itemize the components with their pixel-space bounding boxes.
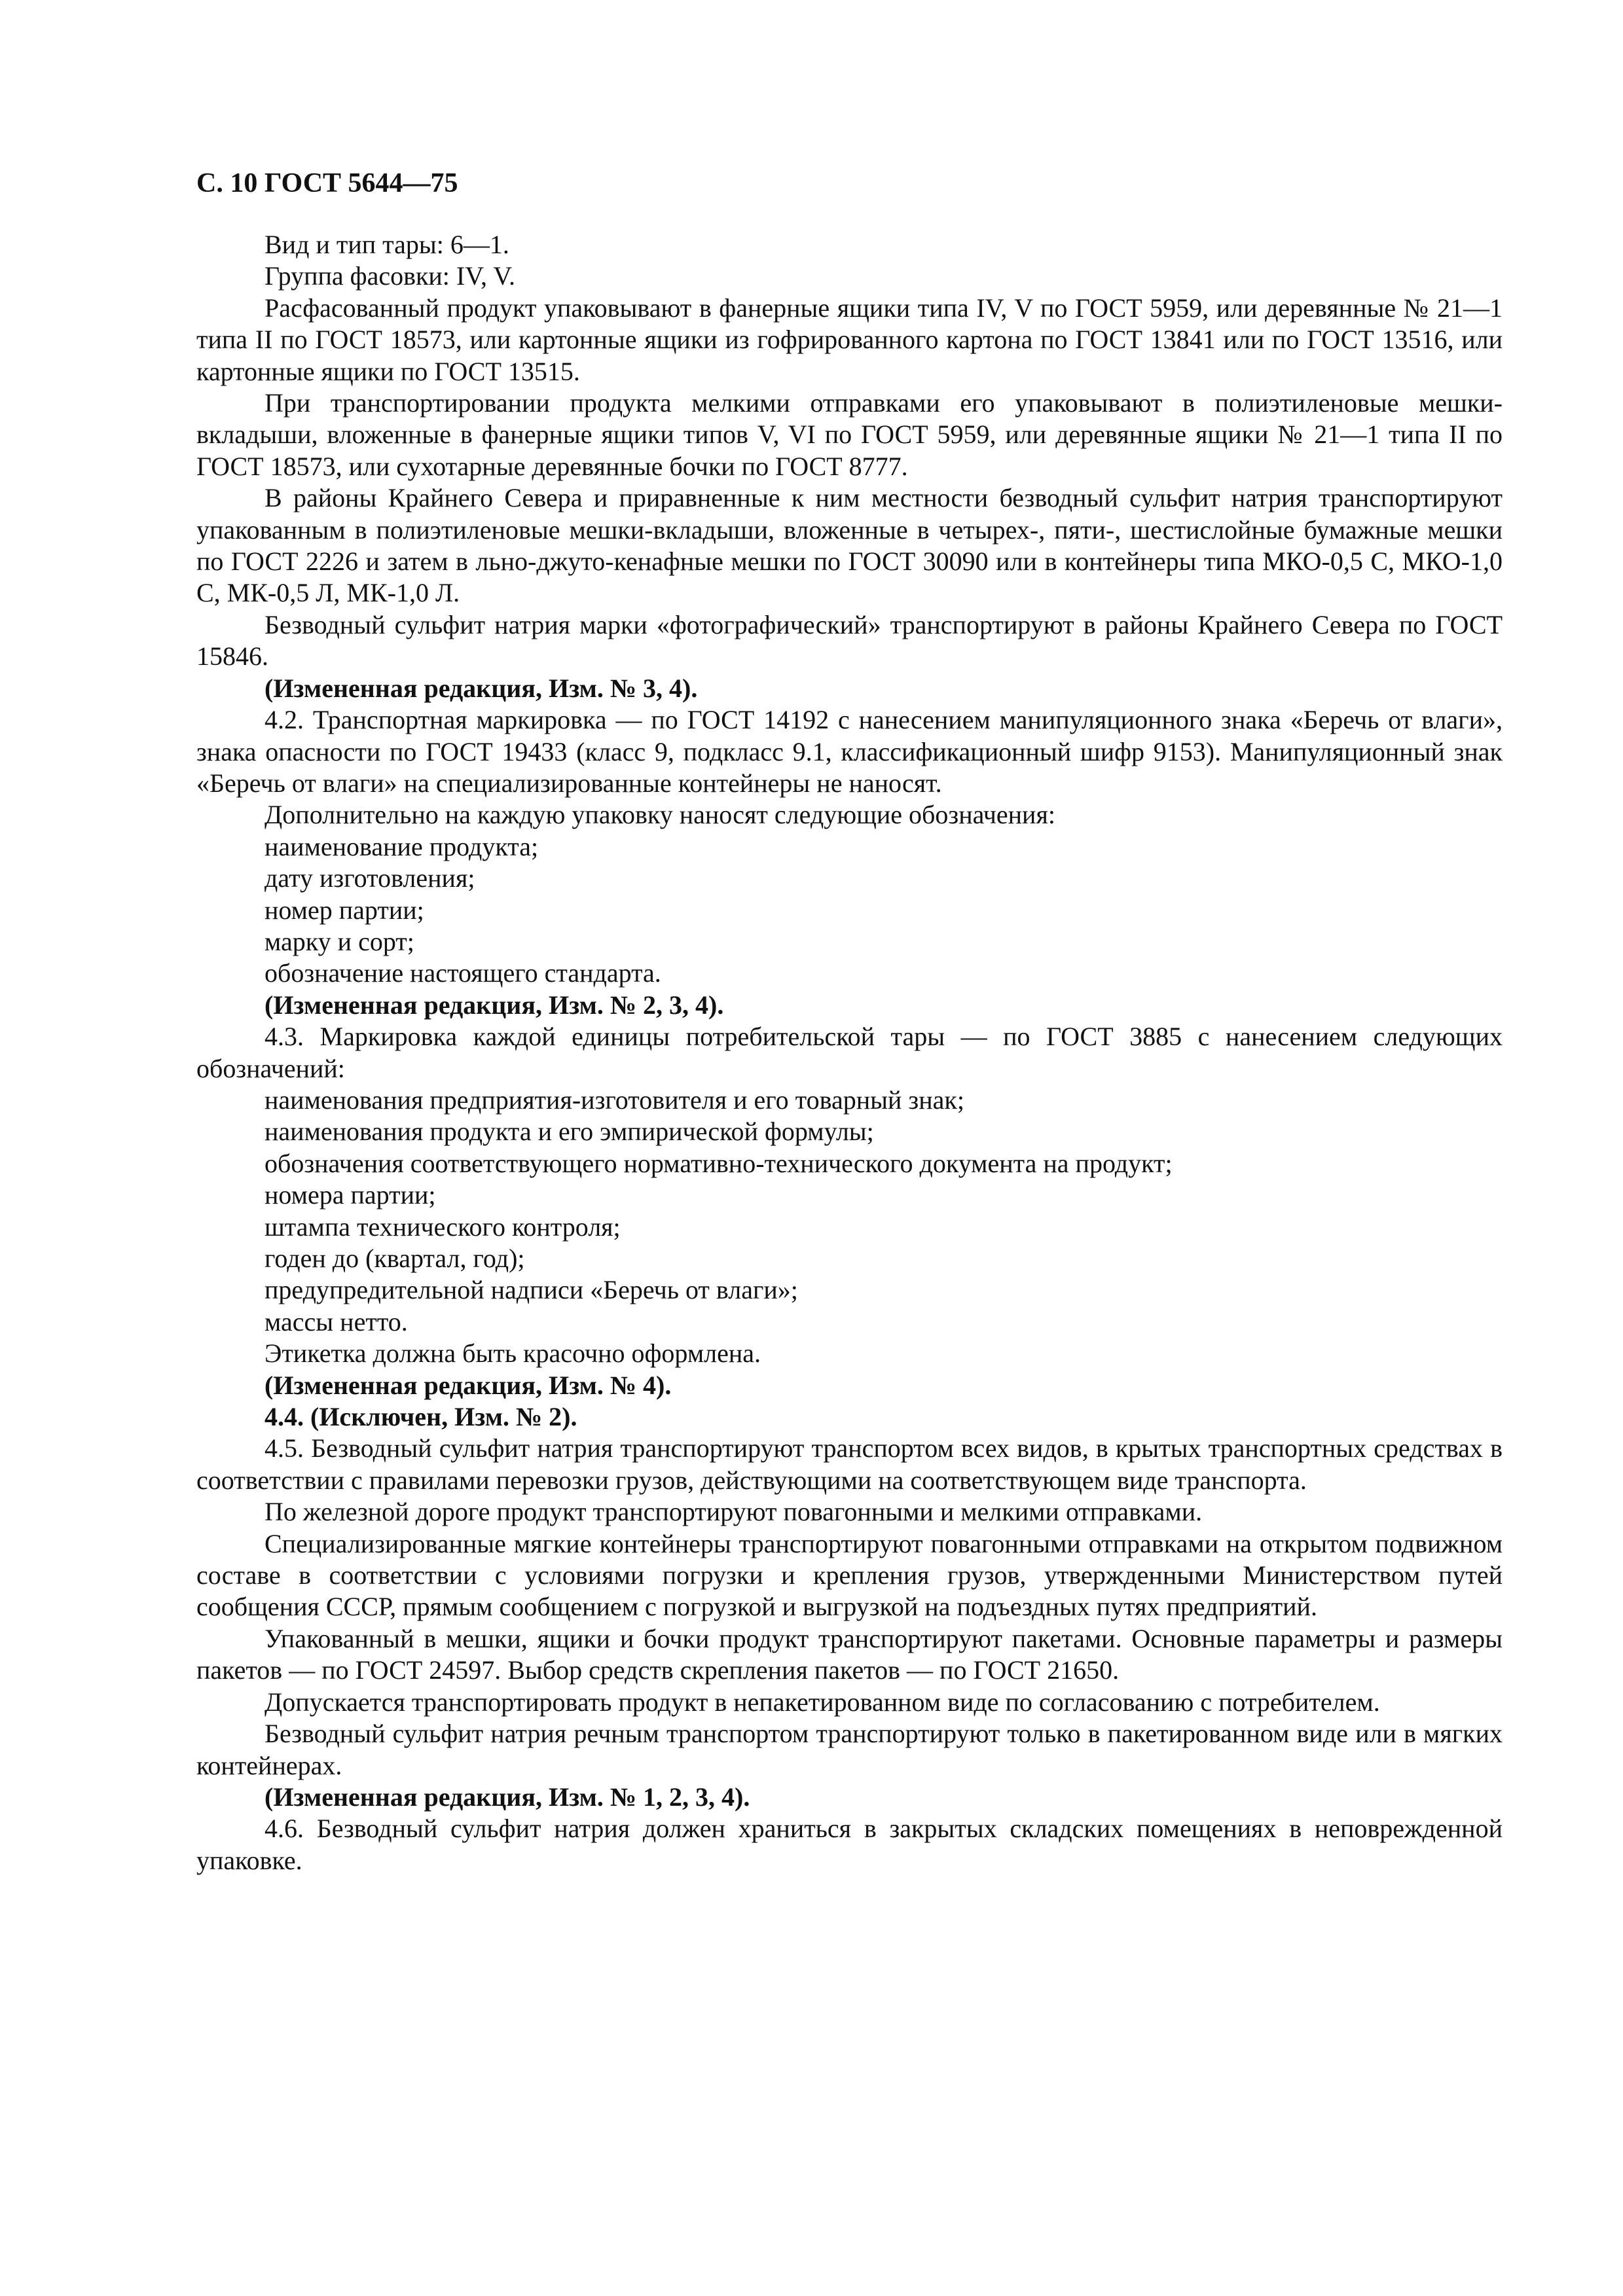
paragraph: 4.2. Транспортная маркировка — по ГОСТ 14192 с нанесением манипуляционного знака «Беречь от влаги», знака опасности по ГОСТ 19433 (класс 9, подкласс 9.1, классификационный шифр 9153). Манипуляционный знак «Беречь от влаги» на специализированные контейнеры не наносят. [196, 705, 1503, 798]
list-item: предупредительной надписи «Беречь от влаги»; [264, 1275, 798, 1305]
section-transport-storage [196, 1370, 1503, 1877]
paragraph: Расфасованный продукт упаковывают в фанерные ящики типа IV, V по ГОСТ 5959, или деревянные № 21—1 типа II по ГОСТ 18573, или картонные ящики из гофрированного картона по ГОСТ 13841 или по ГОСТ 13516, или картонные ящики по ГОСТ 13515. [196, 293, 1503, 386]
paragraph: 4.5. Безводный сульфит натрия транспортируют транспортом всех видов, в крытых транспортных средствах в соответствии с правилами перевозки грузов, действующими на соответствующем виде транспорта. [196, 1433, 1503, 1495]
section-packaging [196, 229, 1503, 831]
list-item: номера партии; [264, 1180, 436, 1210]
list-item: наименования предприятия-изготовителя и его товарный знак; [264, 1085, 964, 1115]
amendment-note: (Измененная редакция, Изм. № 4). [264, 1370, 672, 1400]
list-item: массы нетто. [264, 1306, 408, 1336]
paragraph: Безводный сульфит натрия марки «фотографический» транспортируют в районы Крайнего Севера по ГОСТ 15846. [196, 609, 1503, 672]
list-item: обозначения соответствующего нормативно-технического документа на продукт; [264, 1148, 1173, 1178]
paragraph: Вид и тип тары: 6—1. [264, 230, 509, 259]
list-item: обозначение настоящего стандарта. [264, 958, 661, 988]
amendment-note: (Измененная редакция, Изм. № 1, 2, 3, 4). [264, 1782, 750, 1812]
section-consumer-marking [196, 990, 1503, 1085]
paragraph: 4.6. Безводный сульфит натрия должен храниться в закрытых складских помещениях в неповрежденной упаковке. [196, 1814, 1503, 1875]
paragraph: В районы Крайнего Севера и приравненные к ним местности безводный сульфит натрия транспортируют упакованным в полиэтиленовые мешки-вкладыши, вложенные в четырех-, пяти-, шестислойные бумажные мешки по ГОСТ 2226 и затем в льно-джуто-кенафные мешки по ГОСТ 30090 или в контейнеры типа МКО-0,5 С, МКО-1,0 С, МК-0,5 Л, МК-1,0 Л. [196, 483, 1503, 608]
list-item: наименование продукта; [264, 831, 539, 861]
document-body [196, 229, 1503, 1876]
paragraph: Безводный сульфит натрия речным транспортом транспортируют только в пакетированном виде или в мягких контейнерах. [196, 1719, 1503, 1780]
amendment-note: (Измененная редакция, Изм. № 3, 4). [264, 673, 698, 703]
amendment-note: 4.4. (Исключен, Изм. № 2). [264, 1402, 577, 1432]
paragraph: Допускается транспортировать продукт в непакетированном виде по согласованию с потребителем. [264, 1687, 1380, 1717]
amendment-note: (Измененная редакция, Изм. № 2, 3, 4). [264, 990, 724, 1020]
marking-list [196, 831, 1503, 990]
list-item: штампа технического контроля; [264, 1211, 621, 1242]
list-item: марку и сорт; [264, 926, 414, 956]
paragraph: 4.3. Маркировка каждой единицы потребительской тары — по ГОСТ 3885 с нанесением следующих обозначений: [196, 1022, 1503, 1083]
list-item: наименования продукта и его эмпирической формулы; [264, 1117, 874, 1147]
list-item: годен до (квартал, год); [264, 1244, 525, 1273]
list-item: дату изготовления; [264, 863, 475, 893]
page-header: С. 10 ГОСТ 5644—75 [196, 168, 458, 198]
list-item: Этикетка должна быть красочно оформлена. [264, 1338, 761, 1369]
consumer-marking-list [196, 1085, 1503, 1370]
paragraph: Специализированные мягкие контейнеры транспортируют повагонными отправками на открытом подвижном составе в соответствии с условиями погрузки и крепления грузов, утвержденными Министерством путей сообщения СССР, прямым сообщением с погрузкой и выгрузкой на подъездных путях предприятий. [196, 1528, 1503, 1622]
document-page [196, 164, 1503, 1876]
paragraph: По железной дороге продукт транспортируют повагонными и мелкими отправками. [264, 1497, 1203, 1527]
paragraph: При транспортировании продукта мелкими отправками его упаковывают в полиэтиленовые мешки-вкладыши, вложенные в фанерные ящики типов V, VI по ГОСТ 5959, или деревянные ящики № 21—1 типа II по ГОСТ 18573, или сухотарные деревянные бочки по ГОСТ 8777. [196, 388, 1503, 481]
paragraph: Группа фасовки: IV, V. [264, 261, 515, 291]
paragraph: Дополнительно на каждую упаковку наносят следующие обозначения: [264, 800, 1055, 830]
paragraph: Упакованный в мешки, ящики и бочки продукт транспортируют пакетами. Основные параметры и размеры пакетов — по ГОСТ 24597. Выбор средств скрепления пакетов — по ГОСТ 21650. [196, 1623, 1503, 1685]
list-item: номер партии; [264, 895, 424, 925]
